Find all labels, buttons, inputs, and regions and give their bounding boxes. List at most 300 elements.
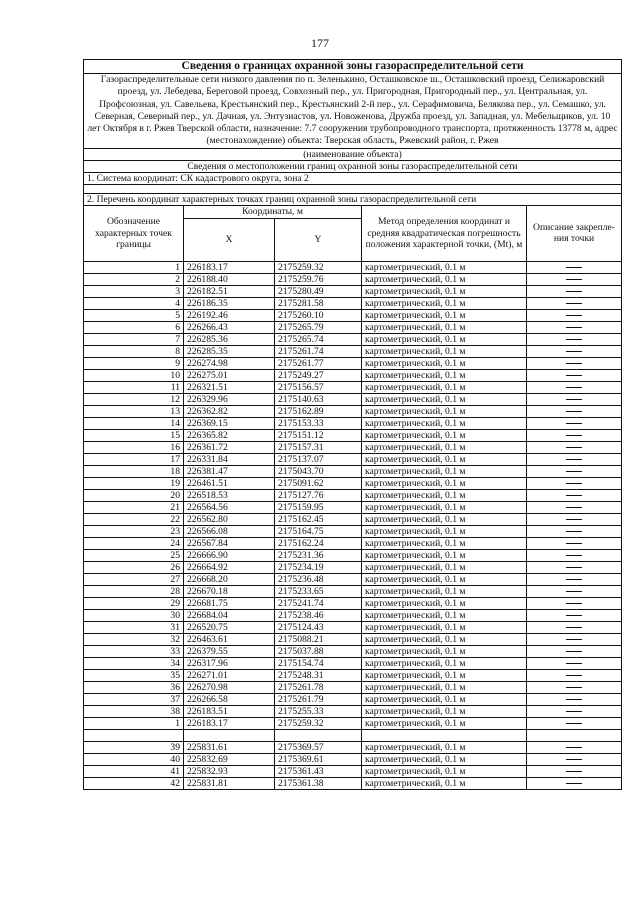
method-cell: картометрический, 0.1 м (362, 597, 527, 609)
coord-y: 2175265.79 (275, 321, 362, 333)
dash-mark (566, 687, 582, 688)
table-row (84, 429, 622, 441)
dash-mark (566, 471, 582, 472)
description-cell (527, 393, 622, 405)
point-number: 4 (84, 297, 184, 309)
coord-y: 2175261.78 (275, 681, 362, 693)
method-cell: картометрический, 0.1 м (362, 621, 527, 633)
method-cell: картометрический, 0.1 м (362, 561, 527, 573)
coord-y: 2175260.10 (275, 309, 362, 321)
description-cell (527, 741, 622, 753)
spacer-row (84, 184, 622, 193)
dash-mark (566, 411, 582, 412)
coord-y: 2175259.76 (275, 273, 362, 285)
dash-mark (566, 339, 582, 340)
dash-mark (566, 699, 582, 700)
description-cell (527, 621, 622, 633)
point-number: 14 (84, 417, 184, 429)
method-cell: картометрический, 0.1 м (362, 537, 527, 549)
dash-mark (566, 375, 582, 376)
dash-mark (566, 423, 582, 424)
coord-x: 226317.96 (184, 657, 275, 669)
table-row (84, 285, 622, 297)
point-number: 12 (84, 393, 184, 405)
method-cell: картометрический, 0.1 м (362, 297, 527, 309)
point-number: 24 (84, 537, 184, 549)
description-cell (527, 525, 622, 537)
coord-x: 226670.18 (184, 585, 275, 597)
coord-y: 2175154.74 (275, 657, 362, 669)
point-number: 20 (84, 489, 184, 501)
description-cell (527, 285, 622, 297)
coord-x: 226520.75 (184, 621, 275, 633)
coord-y: 2175151.12 (275, 429, 362, 441)
coord-x: 226183.17 (184, 261, 275, 273)
header-x: X (184, 218, 275, 261)
coord-y: 2175140.63 (275, 393, 362, 405)
method-cell: картометрический, 0.1 м (362, 525, 527, 537)
header-coordinates: Координаты, м (184, 205, 362, 218)
dash-mark (566, 675, 582, 676)
blank-cell (184, 729, 275, 741)
object-caption: (наименование объекта) (84, 148, 622, 160)
coord-x: 226192.46 (184, 309, 275, 321)
description-cell (527, 681, 622, 693)
point-number: 13 (84, 405, 184, 417)
location-heading: Сведения о местоположении границ охранной зоны газораспределительной сети (84, 160, 622, 172)
coord-y: 2175265.74 (275, 333, 362, 345)
method-cell: картометрический, 0.1 м (362, 681, 527, 693)
coord-y: 2175361.38 (275, 777, 362, 789)
dash-mark (566, 435, 582, 436)
point-number: 3 (84, 285, 184, 297)
point-number: 22 (84, 513, 184, 525)
coord-y: 2175043.70 (275, 465, 362, 477)
coord-x: 226331.84 (184, 453, 275, 465)
table-row (84, 633, 622, 645)
method-cell: картометрический, 0.1 м (362, 657, 527, 669)
method-cell: картометрический, 0.1 м (362, 585, 527, 597)
description-cell (527, 633, 622, 645)
description-cell (527, 561, 622, 573)
table-row (84, 693, 622, 705)
table-row (84, 537, 622, 549)
table-row (84, 309, 622, 321)
description-cell (527, 717, 622, 729)
table-row (84, 261, 622, 273)
table-row (84, 753, 622, 765)
method-cell: картометрический, 0.1 м (362, 261, 527, 273)
dash-mark (566, 399, 582, 400)
description-cell (527, 441, 622, 453)
method-cell: картометрический, 0.1 м (362, 777, 527, 789)
coord-y: 2175255.33 (275, 705, 362, 717)
description-cell (527, 345, 622, 357)
dash-mark (566, 567, 582, 568)
point-number: 26 (84, 561, 184, 573)
description-cell (527, 693, 622, 705)
description-cell (527, 489, 622, 501)
point-number: 27 (84, 573, 184, 585)
coord-x: 226681.75 (184, 597, 275, 609)
description-cell (527, 609, 622, 621)
description-cell (527, 597, 622, 609)
point-number: 39 (84, 741, 184, 753)
coordinate-system: 1. Система координат: СК кадастрового округа, зона 2 (84, 172, 622, 184)
method-cell: картометрический, 0.1 м (362, 333, 527, 345)
method-cell: картометрический, 0.1 м (362, 489, 527, 501)
point-number: 9 (84, 357, 184, 369)
coord-x: 226266.58 (184, 693, 275, 705)
description-cell (527, 765, 622, 777)
point-number: 42 (84, 777, 184, 789)
point-number: 15 (84, 429, 184, 441)
dash-mark (566, 603, 582, 604)
description-cell (527, 261, 622, 273)
description-cell (527, 777, 622, 789)
method-cell: картометрический, 0.1 м (362, 357, 527, 369)
coord-x: 226562.80 (184, 513, 275, 525)
point-number: 16 (84, 441, 184, 453)
coord-x: 225831.61 (184, 741, 275, 753)
header-point: Обозначение характерных точек границы (84, 205, 184, 261)
dash-mark (566, 387, 582, 388)
point-number: 34 (84, 657, 184, 669)
table-row (84, 381, 622, 393)
dash-mark (566, 783, 582, 784)
description-cell (527, 753, 622, 765)
description-cell (527, 477, 622, 489)
method-cell: картометрический, 0.1 м (362, 273, 527, 285)
description-cell (527, 273, 622, 285)
coord-x: 226369.15 (184, 417, 275, 429)
method-cell: картометрический, 0.1 м (362, 753, 527, 765)
table-row (84, 573, 622, 585)
description-cell (527, 669, 622, 681)
method-cell: картометрический, 0.1 м (362, 645, 527, 657)
coord-y: 2175088.21 (275, 633, 362, 645)
dash-mark (566, 651, 582, 652)
coord-y: 2175157.31 (275, 441, 362, 453)
coord-x: 226270.98 (184, 681, 275, 693)
point-number: 28 (84, 585, 184, 597)
coord-y: 2175241.74 (275, 597, 362, 609)
method-cell: картометрический, 0.1 м (362, 765, 527, 777)
method-cell: картометрический, 0.1 м (362, 285, 527, 297)
table-row (84, 501, 622, 513)
coord-x: 226329.96 (184, 393, 275, 405)
point-number: 25 (84, 549, 184, 561)
dash-mark (566, 267, 582, 268)
description-cell (527, 549, 622, 561)
dash-mark (566, 747, 582, 748)
point-number: 30 (84, 609, 184, 621)
description-cell (527, 369, 622, 381)
coord-y: 2175361.43 (275, 765, 362, 777)
dash-mark (566, 663, 582, 664)
description-cell (527, 333, 622, 345)
description-cell (527, 405, 622, 417)
point-number: 41 (84, 765, 184, 777)
coord-x: 226274.98 (184, 357, 275, 369)
description-cell (527, 453, 622, 465)
coord-y: 2175261.79 (275, 693, 362, 705)
coord-x: 226321.51 (184, 381, 275, 393)
description-cell (527, 381, 622, 393)
description-cell (527, 573, 622, 585)
coord-x: 226365.82 (184, 429, 275, 441)
description-cell (527, 357, 622, 369)
method-cell: картометрический, 0.1 м (362, 633, 527, 645)
coord-x: 226666.90 (184, 549, 275, 561)
coord-x: 226188.40 (184, 273, 275, 285)
dash-mark (566, 459, 582, 460)
point-number: 32 (84, 633, 184, 645)
coord-x: 226668.20 (184, 573, 275, 585)
method-cell: картометрический, 0.1 м (362, 501, 527, 513)
method-cell: картометрический, 0.1 м (362, 309, 527, 321)
point-number: 40 (84, 753, 184, 765)
dash-mark (566, 543, 582, 544)
coord-y: 2175248.31 (275, 669, 362, 681)
dash-mark (566, 363, 582, 364)
coord-y: 2175037.88 (275, 645, 362, 657)
dash-mark (566, 639, 582, 640)
coord-y: 2175162.45 (275, 513, 362, 525)
dash-mark (566, 507, 582, 508)
method-cell: картометрический, 0.1 м (362, 573, 527, 585)
dash-mark (566, 483, 582, 484)
point-number: 37 (84, 693, 184, 705)
table-row (84, 357, 622, 369)
table-row (84, 417, 622, 429)
coord-y: 2175259.32 (275, 717, 362, 729)
table-row (84, 561, 622, 573)
coord-y: 2175156.57 (275, 381, 362, 393)
table-row (84, 477, 622, 489)
point-number: 10 (84, 369, 184, 381)
coord-x: 226362.82 (184, 405, 275, 417)
coord-x: 226684.04 (184, 609, 275, 621)
description-cell (527, 309, 622, 321)
coord-y: 2175137.07 (275, 453, 362, 465)
coord-x: 226461.51 (184, 477, 275, 489)
header-method: Метод определения координат и средняя квадратическая погрешность положения характерной точки, (Mt), м (362, 205, 527, 261)
table-row (84, 741, 622, 753)
description-cell (527, 705, 622, 717)
method-cell: картометрический, 0.1 м (362, 369, 527, 381)
dash-mark (566, 495, 582, 496)
method-cell: картометрический, 0.1 м (362, 609, 527, 621)
point-number: 31 (84, 621, 184, 633)
coord-y: 2175261.74 (275, 345, 362, 357)
table-row (84, 765, 622, 777)
method-cell: картометрический, 0.1 м (362, 693, 527, 705)
point-number: 36 (84, 681, 184, 693)
table-row (84, 441, 622, 453)
dash-mark (566, 303, 582, 304)
table-row (84, 609, 622, 621)
coord-y: 2175259.32 (275, 261, 362, 273)
method-cell: картометрический, 0.1 м (362, 441, 527, 453)
table-row (84, 621, 622, 633)
coord-x: 226567.84 (184, 537, 275, 549)
document-title: Сведения о границах охранной зоны газораспределительной сети (84, 60, 622, 74)
coord-y: 2175238.46 (275, 609, 362, 621)
point-number: 23 (84, 525, 184, 537)
description-cell (527, 465, 622, 477)
description-cell (527, 429, 622, 441)
coord-x: 226285.36 (184, 333, 275, 345)
point-number: 6 (84, 321, 184, 333)
coord-y: 2175162.24 (275, 537, 362, 549)
coord-y: 2175233.65 (275, 585, 362, 597)
method-cell: картометрический, 0.1 м (362, 453, 527, 465)
coord-x: 226266.43 (184, 321, 275, 333)
method-cell: картометрический, 0.1 м (362, 549, 527, 561)
table-row (84, 585, 622, 597)
dash-mark (566, 711, 582, 712)
dash-mark (566, 519, 582, 520)
table-row (84, 525, 622, 537)
header-y: Y (275, 218, 362, 261)
point-number: 1 (84, 261, 184, 273)
method-cell: картометрический, 0.1 м (362, 417, 527, 429)
method-cell: картометрический, 0.1 м (362, 381, 527, 393)
dash-mark (566, 555, 582, 556)
coord-x: 226183.17 (184, 717, 275, 729)
table-row (84, 597, 622, 609)
coord-y: 2175127.76 (275, 489, 362, 501)
point-number: 21 (84, 501, 184, 513)
dash-mark (566, 315, 582, 316)
table-row (84, 705, 622, 717)
coord-x: 226275.01 (184, 369, 275, 381)
header-description: Описание закрепле-ния точки (527, 205, 622, 261)
dash-mark (566, 579, 582, 580)
coord-y: 2175159.95 (275, 501, 362, 513)
table-row (84, 405, 622, 417)
method-cell: картометрический, 0.1 м (362, 705, 527, 717)
description-cell (527, 513, 622, 525)
coord-x: 226381.47 (184, 465, 275, 477)
method-cell: картометрический, 0.1 м (362, 465, 527, 477)
dash-mark (566, 351, 582, 352)
point-number: 35 (84, 669, 184, 681)
blank-cell (84, 729, 184, 741)
dash-mark (566, 327, 582, 328)
method-cell: картометрический, 0.1 м (362, 717, 527, 729)
dash-mark (566, 771, 582, 772)
coord-y: 2175231.36 (275, 549, 362, 561)
table-row (84, 345, 622, 357)
blank-row (84, 729, 622, 741)
dash-mark (566, 279, 582, 280)
method-cell: картометрический, 0.1 м (362, 429, 527, 441)
dash-mark (566, 627, 582, 628)
coord-y: 2175124.43 (275, 621, 362, 633)
coord-y: 2175281.58 (275, 297, 362, 309)
coord-x: 226664.92 (184, 561, 275, 573)
table-row (84, 333, 622, 345)
coord-x: 226182.51 (184, 285, 275, 297)
coord-x: 226186.35 (184, 297, 275, 309)
table-row (84, 657, 622, 669)
blank-cell (362, 729, 527, 741)
coord-y: 2175249.27 (275, 369, 362, 381)
blank-cell (275, 729, 362, 741)
table-row (84, 549, 622, 561)
dash-mark (566, 723, 582, 724)
table-row (84, 489, 622, 501)
blank-cell (527, 729, 622, 741)
coord-x: 226183.51 (184, 705, 275, 717)
boundary-table (83, 59, 622, 790)
point-number: 1 (84, 717, 184, 729)
coord-y: 2175369.57 (275, 741, 362, 753)
dash-mark (566, 531, 582, 532)
dash-mark (566, 615, 582, 616)
coord-x: 226518.53 (184, 489, 275, 501)
method-cell: картометрический, 0.1 м (362, 405, 527, 417)
coord-x: 226271.01 (184, 669, 275, 681)
coord-x: 226566.08 (184, 525, 275, 537)
table-row (84, 453, 622, 465)
description-cell (527, 585, 622, 597)
coord-y: 2175162.89 (275, 405, 362, 417)
coord-y: 2175091.62 (275, 477, 362, 489)
method-cell: картометрический, 0.1 м (362, 393, 527, 405)
coord-y: 2175261.77 (275, 357, 362, 369)
table-row (84, 717, 622, 729)
table-row (84, 321, 622, 333)
coord-y: 2175234.19 (275, 561, 362, 573)
description-cell (527, 321, 622, 333)
coord-x: 226564.56 (184, 501, 275, 513)
coord-x: 226379.55 (184, 645, 275, 657)
point-number: 18 (84, 465, 184, 477)
table-row (84, 465, 622, 477)
point-number: 29 (84, 597, 184, 609)
coord-x: 225831.81 (184, 777, 275, 789)
description-cell (527, 537, 622, 549)
method-cell: картометрический, 0.1 м (362, 477, 527, 489)
coord-y: 2175153.33 (275, 417, 362, 429)
point-number: 2 (84, 273, 184, 285)
coord-x: 226463.61 (184, 633, 275, 645)
coord-x: 226285.35 (184, 345, 275, 357)
method-cell: картометрический, 0.1 м (362, 345, 527, 357)
description-cell (527, 645, 622, 657)
point-number: 7 (84, 333, 184, 345)
method-cell: картометрический, 0.1 м (362, 513, 527, 525)
coord-x: 225832.93 (184, 765, 275, 777)
table-row (84, 297, 622, 309)
method-cell: картометрический, 0.1 м (362, 321, 527, 333)
coord-y: 2175236.48 (275, 573, 362, 585)
description-cell (527, 417, 622, 429)
point-number: 19 (84, 477, 184, 489)
coord-x: 225832.69 (184, 753, 275, 765)
object-description: Газораспределительные сети низкого давления по п. Зеленькино, Осташковское ш., Осташковский проезд, Селижаровский проезд, ул. Лебедева, Береговой проезд, Совхозный пер., ул. Пригородная, Пригородный пер., ул. Центральная, ул. Профсоюзная, ул. Савельева, Крестьянский пер., Крестьянский 2-й пер., ул. Серафимовича, Белякова пер., ул. Семашко, ул. Северная, Северный пер., ул. Дачная, ул. Энтузиастов, ул. Новоженова, Дружба проезд, ул. Западная, ул. Мебельщиков, ул. 10 лет Октября в г. Ржев Тверской области, назначение: 7.7 сооружения трубопроводного транспорта, протяженность 13778 м, адрес (местонахождение) объекта: Тверская область, Ржевский район, г. Ржев (84, 74, 622, 149)
dash-mark (566, 447, 582, 448)
table-row (84, 777, 622, 789)
method-cell: картометрический, 0.1 м (362, 741, 527, 753)
dash-mark (566, 591, 582, 592)
dash-mark (566, 759, 582, 760)
point-number: 38 (84, 705, 184, 717)
coord-x: 226361.72 (184, 441, 275, 453)
